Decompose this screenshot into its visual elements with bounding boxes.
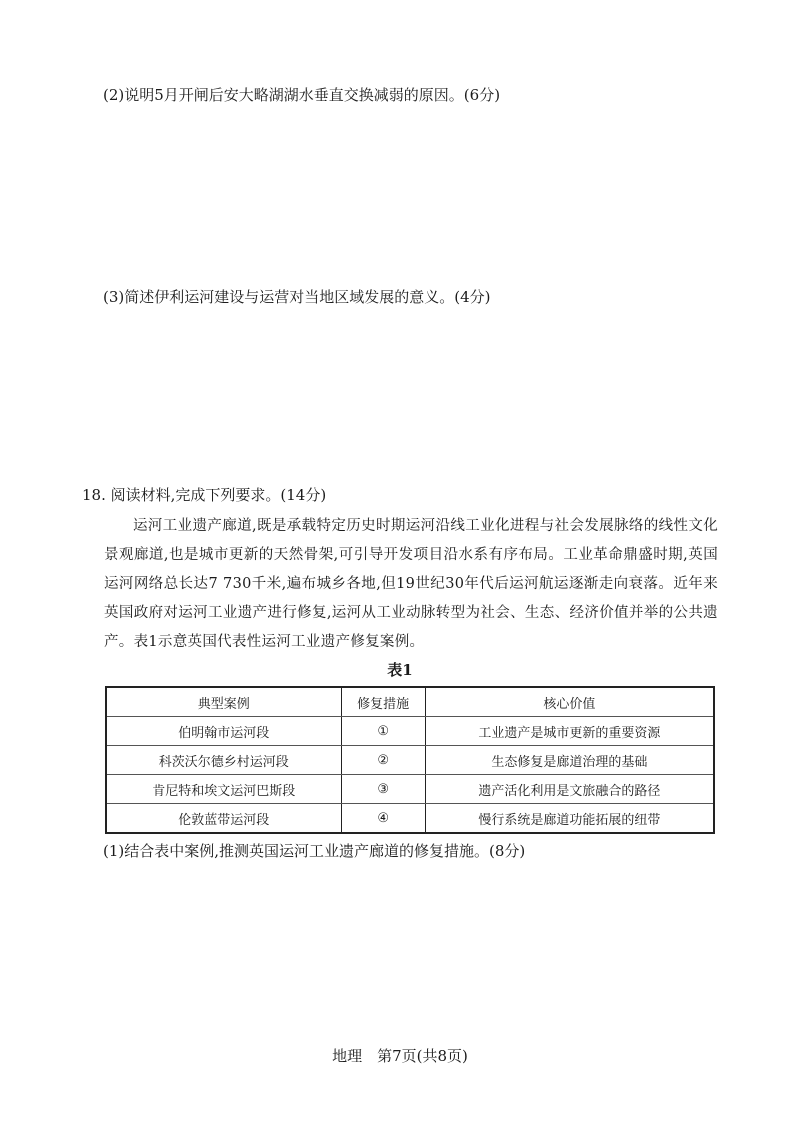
value-cell: 工业遗产是城市更新的重要资源 (425, 717, 714, 746)
measure-cell: ① (341, 717, 425, 746)
question-18-1: (1)结合表中案例,推测英国运河工业遗产廊道的修复措施。(8分) (103, 842, 526, 860)
header-repair-measure: 修复措施 (341, 687, 425, 717)
case-cell: 科茨沃尔德乡村运河段 (106, 746, 341, 775)
case-cell: 肯尼特和埃文运河巴斯段 (106, 775, 341, 804)
question-2: (2)说明5月开闸后安大略湖湖水垂直交换减弱的原因。(6分) (103, 86, 501, 104)
case-cell: 伦敦蓝带运河段 (106, 804, 341, 834)
question-18-title: 18. 阅读材料,完成下列要求。(14分) (82, 486, 327, 504)
header-core-value: 核心价值 (425, 687, 714, 717)
table-row (106, 717, 714, 746)
table-header-row (106, 687, 714, 717)
header-typical-case: 典型案例 (106, 687, 341, 717)
measure-cell: ③ (341, 775, 425, 804)
table-row (106, 804, 714, 834)
table-row (106, 775, 714, 804)
value-cell: 生态修复是廊道治理的基础 (425, 746, 714, 775)
table-row (106, 746, 714, 775)
measure-cell: ② (341, 746, 425, 775)
measure-cell: ④ (341, 804, 425, 834)
value-cell: 慢行系统是廊道功能拓展的纽带 (425, 804, 714, 834)
question-3: (3)简述伊利运河建设与运营对当地区域发展的意义。(4分) (103, 288, 491, 306)
repair-cases-table (105, 686, 715, 834)
question-18-material: 运河工业遗产廊道,既是承载特定历史时期运河沿线工业化进程与社会发展脉络的线性文化景观廊道,也是城市更新的天然骨架,可引导开发项目沿水系有序布局。工业革命鼎盛时期,英国运河网络总长达7 730千米,遍布城乡各地,但19世纪30年代后运河航运逐渐走向衰落。近年来英国政府对运河工业遗产进行修复,运河从工业动脉转型为社会、生态、经济价值并举的公共遗产。表1示意英国代表性运河工业遗产修复案例。 (104, 518, 718, 650)
case-cell: 伯明翰市运河段 (106, 717, 341, 746)
table-caption: 表1 (387, 661, 413, 679)
value-cell: 遗产活化利用是文旅融合的路径 (425, 775, 714, 804)
page-footer: 地理 第7页(共8页) (332, 1047, 468, 1065)
